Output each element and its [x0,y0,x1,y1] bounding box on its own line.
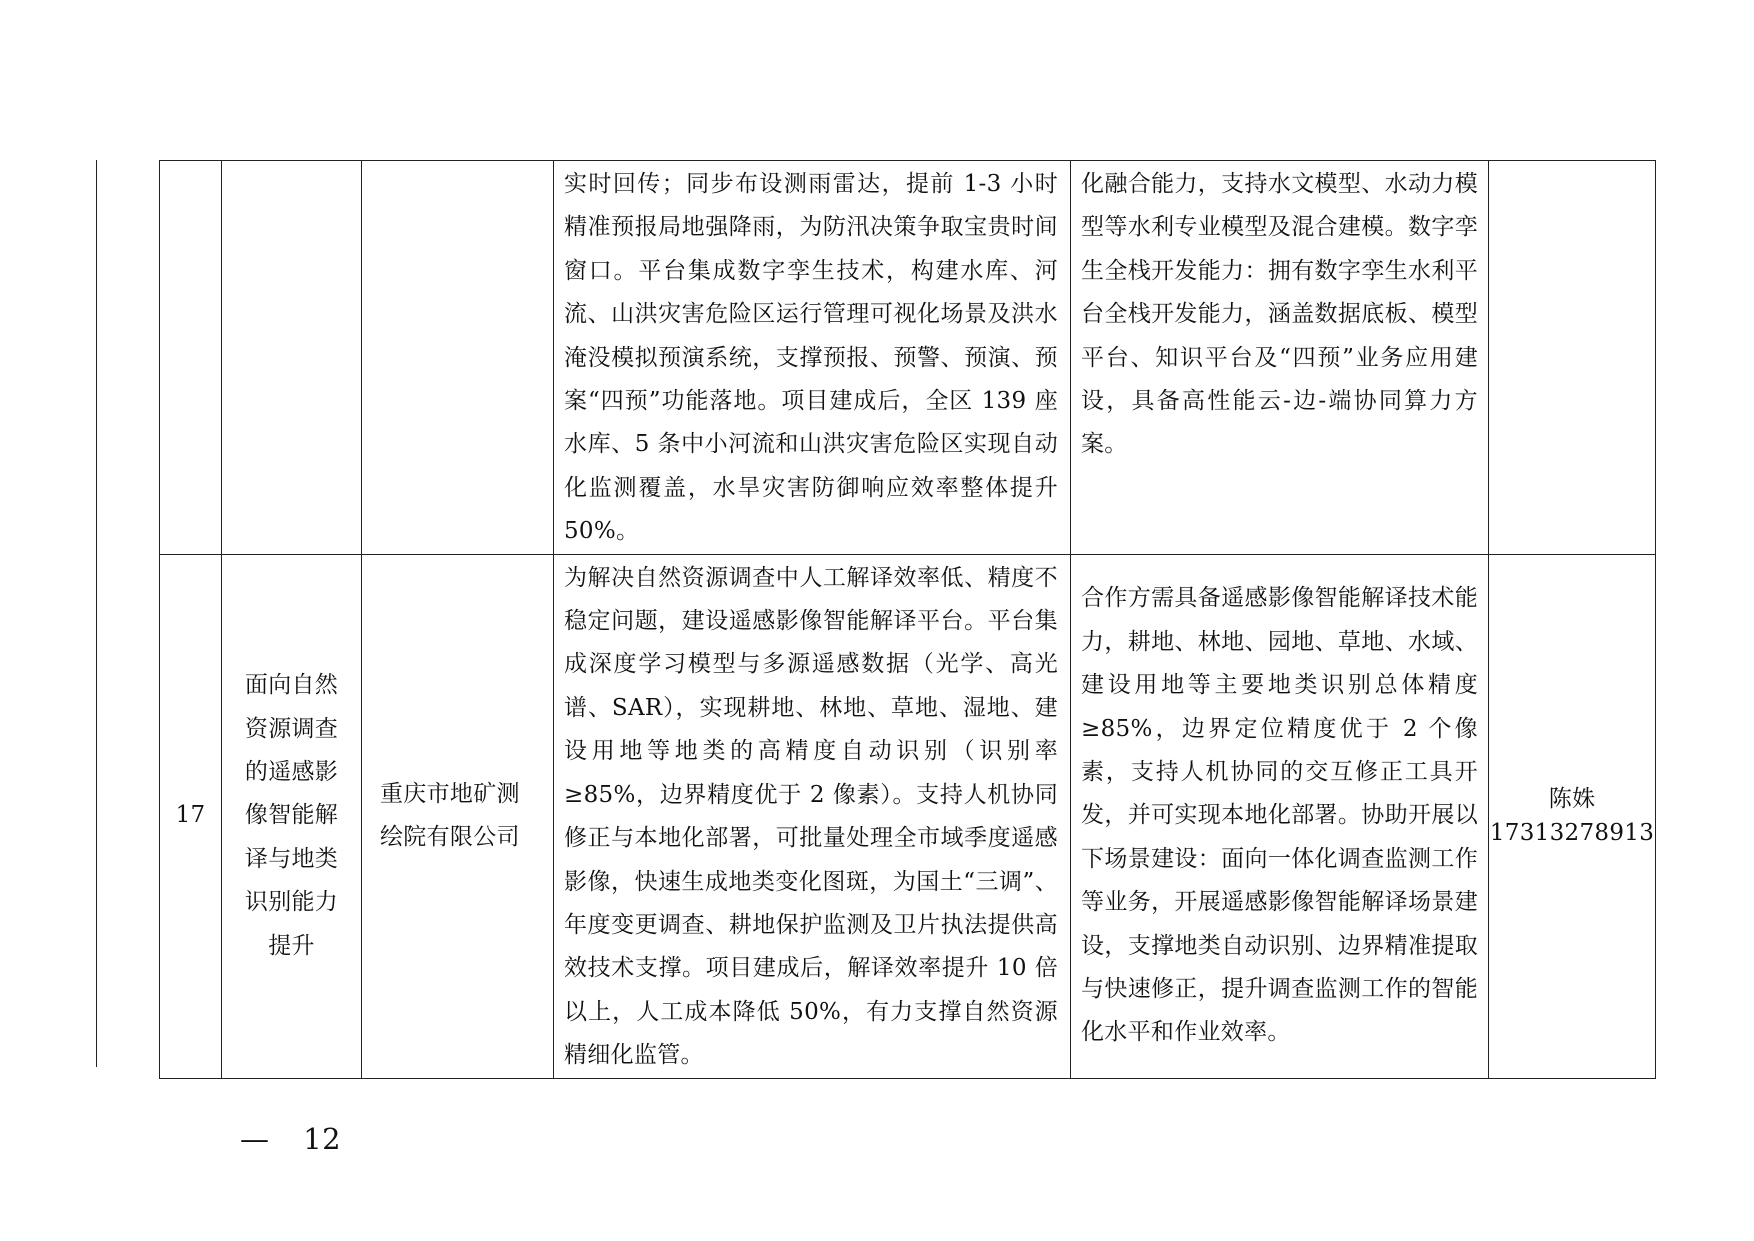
project-description-cell: 实时回传；同步布设测雨雷达，提前 1-3 小时精准预报局地强降雨，为防汛决策争取宝贵时间窗口。平台集成数字孪生技术，构建水库、河流、山洪灾害危险区运行管理可视化场景及洪水淹没模拟预演系统，支撑预报、预警、预演、预案“四预”功能落地。项目建成后，全区 139 座水库、5 条中小河流和山洪灾害危险区实现自动化监测覆盖，水旱灾害防御响应效率整体提升 50%。 [554,161,1071,555]
table-row [160,161,1656,555]
contact-name: 陈姝 [1548,786,1596,813]
page-number: 12 [303,1122,342,1156]
project-table [159,160,1656,1079]
binding-margin-line [96,160,97,1067]
unit-cell [362,161,554,555]
project-name-cell: 面向自然资源调查的遥感影像智能解译与地类识别能力提升 [222,554,362,1078]
row-index-cell: 17 [160,554,222,1078]
contact-cell [1489,554,1656,1078]
project-name-cell [222,161,362,555]
project-description-cell: 为解决自然资源调查中人工解译效率低、精度不稳定问题，建设遥感影像智能解译平台。平台集成深度学习模型与多源遥感数据（光学、高光谱、SAR），实现耕地、林地、草地、湿地、建设用地等地类的高精度自动识别（识别率≥85%，边界精度优于 2 像素）。支持人机协同修正与本地化部署，可批量处理全市域季度遥感影像，快速生成地类变化图斑，为国土“三调”、年度变更调查、耕地保护监测及卫片执法提供高效技术支撑。项目建成后，解译效率提升 10 倍以上，人工成本降低 50%，有力支撑自然资源精细化监管。 [554,554,1071,1078]
unit-cell: 重庆市地矿测绘院有限公司 [362,554,554,1078]
contact-cell [1489,161,1656,555]
contact-phone: 17313278913 [1489,820,1655,847]
page-footer [240,1122,341,1156]
table-row [160,554,1656,1078]
partner-requirement-cell: 合作方需具备遥感影像智能解译技术能力，耕地、林地、园地、草地、水域、建设用地等主要地类识别总体精度≥85%，边界定位精度优于 2 个像素，支持人机协同的交互修正工具开发，并可实现本地化部署。协助开展以下场景建设：面向一体化调查监测工作等业务，开展遥感影像智能解译场景建设，支撑地类自动识别、边界精准提取与快速修正，提升调查监测工作的智能化水平和作业效率。 [1071,554,1489,1078]
row-index-cell [160,161,222,555]
partner-requirement-cell: 化融合能力，支持水文模型、水动力模型等水利专业模型及混合建模。数字孪生全栈开发能力：拥有数字孪生水利平台全栈开发能力，涵盖数据底板、模型平台、知识平台及“四预”业务应用建设，具备高性能云-边-端协同算力方案。 [1071,161,1489,555]
footer-dash: — [240,1122,270,1156]
